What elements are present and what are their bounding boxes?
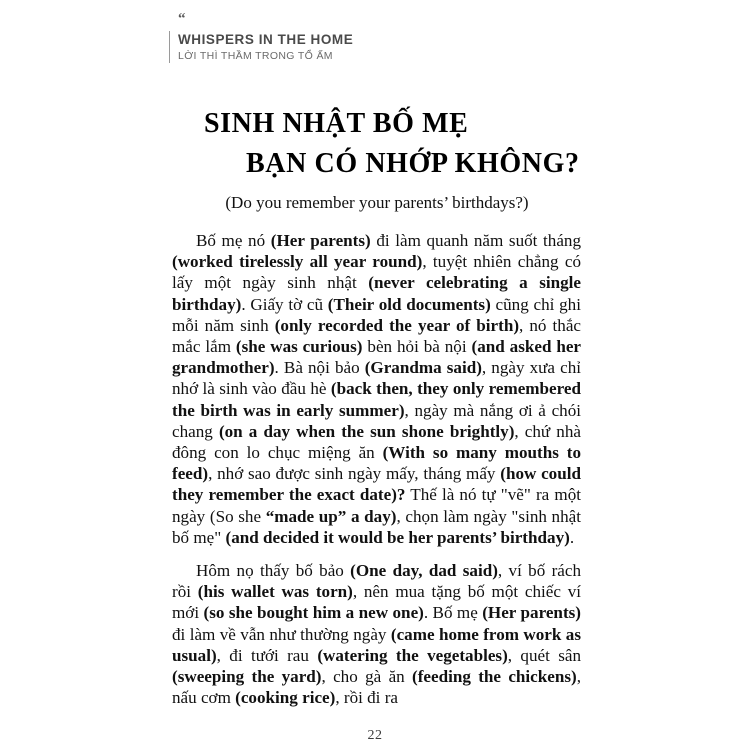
body-run-bold: (Her parents): [482, 603, 581, 623]
body-run-regular: cũng chỉ ghi mỗi năm sinh: [172, 294, 581, 335]
body-run-bold: (so she bought him a new one): [203, 603, 424, 623]
running-header: [169, 12, 589, 63]
body-run-regular: , nấu cơm: [172, 667, 581, 708]
decorative-quote-icon: “: [178, 11, 185, 27]
body-paragraph: [172, 560, 581, 708]
body-run-regular: , ví bố rách rồi: [172, 561, 581, 602]
body-run-bold: “made up” a day): [265, 506, 397, 526]
body-run-regular: , ngày xưa chỉ nhớ là sinh vào đầu hè: [172, 358, 581, 399]
page-number: 22: [367, 728, 383, 743]
body-run-bold: (never celebrating a single birthday): [172, 273, 581, 314]
body-run-regular: Thế là nó tự "vẽ" ra một ngày (So she: [172, 485, 581, 526]
body-run-bold: (Their old documents): [327, 294, 491, 314]
article-body: [172, 230, 581, 708]
article-title-line-2: BẠN CÓ NHỚP KHÔNG?: [246, 148, 580, 179]
body-run-regular: , quét sân: [507, 645, 581, 665]
body-run-bold: (feeding the chickens): [412, 667, 577, 687]
body-run-regular: , cho gà ăn: [321, 667, 413, 687]
body-run-regular: , nó thắc mắc lắm: [172, 315, 582, 357]
body-run-bold: (on a day when the sun shone brightly): [218, 421, 515, 441]
body-run-regular: , chứ nhà đông con lo chục miệng ăn: [172, 421, 581, 463]
body-run-bold: (and asked her grandmother): [172, 337, 582, 378]
body-run-bold: (sweeping the yard): [172, 667, 322, 687]
body-run-bold: (With so many mouths to feed): [172, 443, 581, 484]
body-paragraph: [172, 230, 581, 548]
body-run-regular: , ngày mà nắng ơi ả chói chang: [172, 400, 581, 441]
body-run-regular: Bố mẹ nó: [196, 231, 271, 250]
body-run-bold: (back then, they only remembered the birth was in early summer): [172, 379, 581, 420]
body-run-bold: (how could they remember the exact date)?: [172, 464, 581, 505]
article-subtitle: (Do you remember your parents’ birthdays?): [225, 193, 529, 212]
header-title-vietnamese: LỜI THÌ THẦM TRONG TỔ ẤM: [178, 50, 333, 62]
body-run-regular: . Bà nội bảo: [274, 358, 365, 378]
body-run-bold: (she was curious): [235, 337, 363, 357]
header-titles: [170, 31, 353, 63]
body-run-bold: (cooking rice): [235, 688, 336, 708]
body-run-regular: , rồi đi ra: [335, 688, 398, 708]
body-run-bold: (and decided it would be her parents’ birthday): [225, 527, 570, 547]
body-run-bold: (One day, dad said): [350, 561, 498, 581]
body-run-regular: , nên mua tặng bố một chiếc ví mới: [172, 582, 581, 623]
body-run-regular: đi làm về vẫn như thường ngày: [172, 624, 391, 644]
article-title: [172, 104, 582, 184]
body-run-regular: đi làm quanh năm suốt tháng: [370, 231, 582, 250]
body-run-regular: .: [569, 527, 575, 547]
body-run-bold: (watering the vegetables): [317, 645, 508, 665]
article-title-line-1: SINH NHẬT BỐ MẸ: [204, 108, 469, 139]
body-run-bold: (only recorded the year of birth): [274, 315, 520, 335]
header-title-english: WHISPERS IN THE HOME: [178, 32, 354, 47]
body-run-regular: . Giấy tờ cũ: [241, 294, 328, 314]
body-run-regular: Hôm nọ thấy bố bảo: [196, 561, 351, 581]
body-run-regular: . Bố mẹ: [423, 603, 483, 623]
header-rule-block: [169, 31, 589, 63]
body-run-bold: (his wallet was torn): [197, 582, 353, 602]
body-run-bold: (came home from work as usual): [172, 624, 581, 665]
body-run-regular: , chọn làm ngày "sinh nhật bố mẹ": [172, 506, 581, 547]
body-run-regular: bèn hỏi bà nội: [362, 337, 472, 357]
body-run-bold: (Grandma said): [364, 358, 482, 378]
body-run-regular: , đi tưới rau: [216, 645, 318, 665]
body-run-bold: (Her parents): [270, 231, 371, 250]
body-run-regular: , nhớ sao được sinh ngày mấy, tháng mấy: [208, 464, 501, 484]
body-run-bold: (worked tirelessly all year round): [172, 252, 423, 272]
body-run-regular: , tuyệt nhiên chẳng có lấy một ngày sinh nhật: [172, 252, 581, 293]
